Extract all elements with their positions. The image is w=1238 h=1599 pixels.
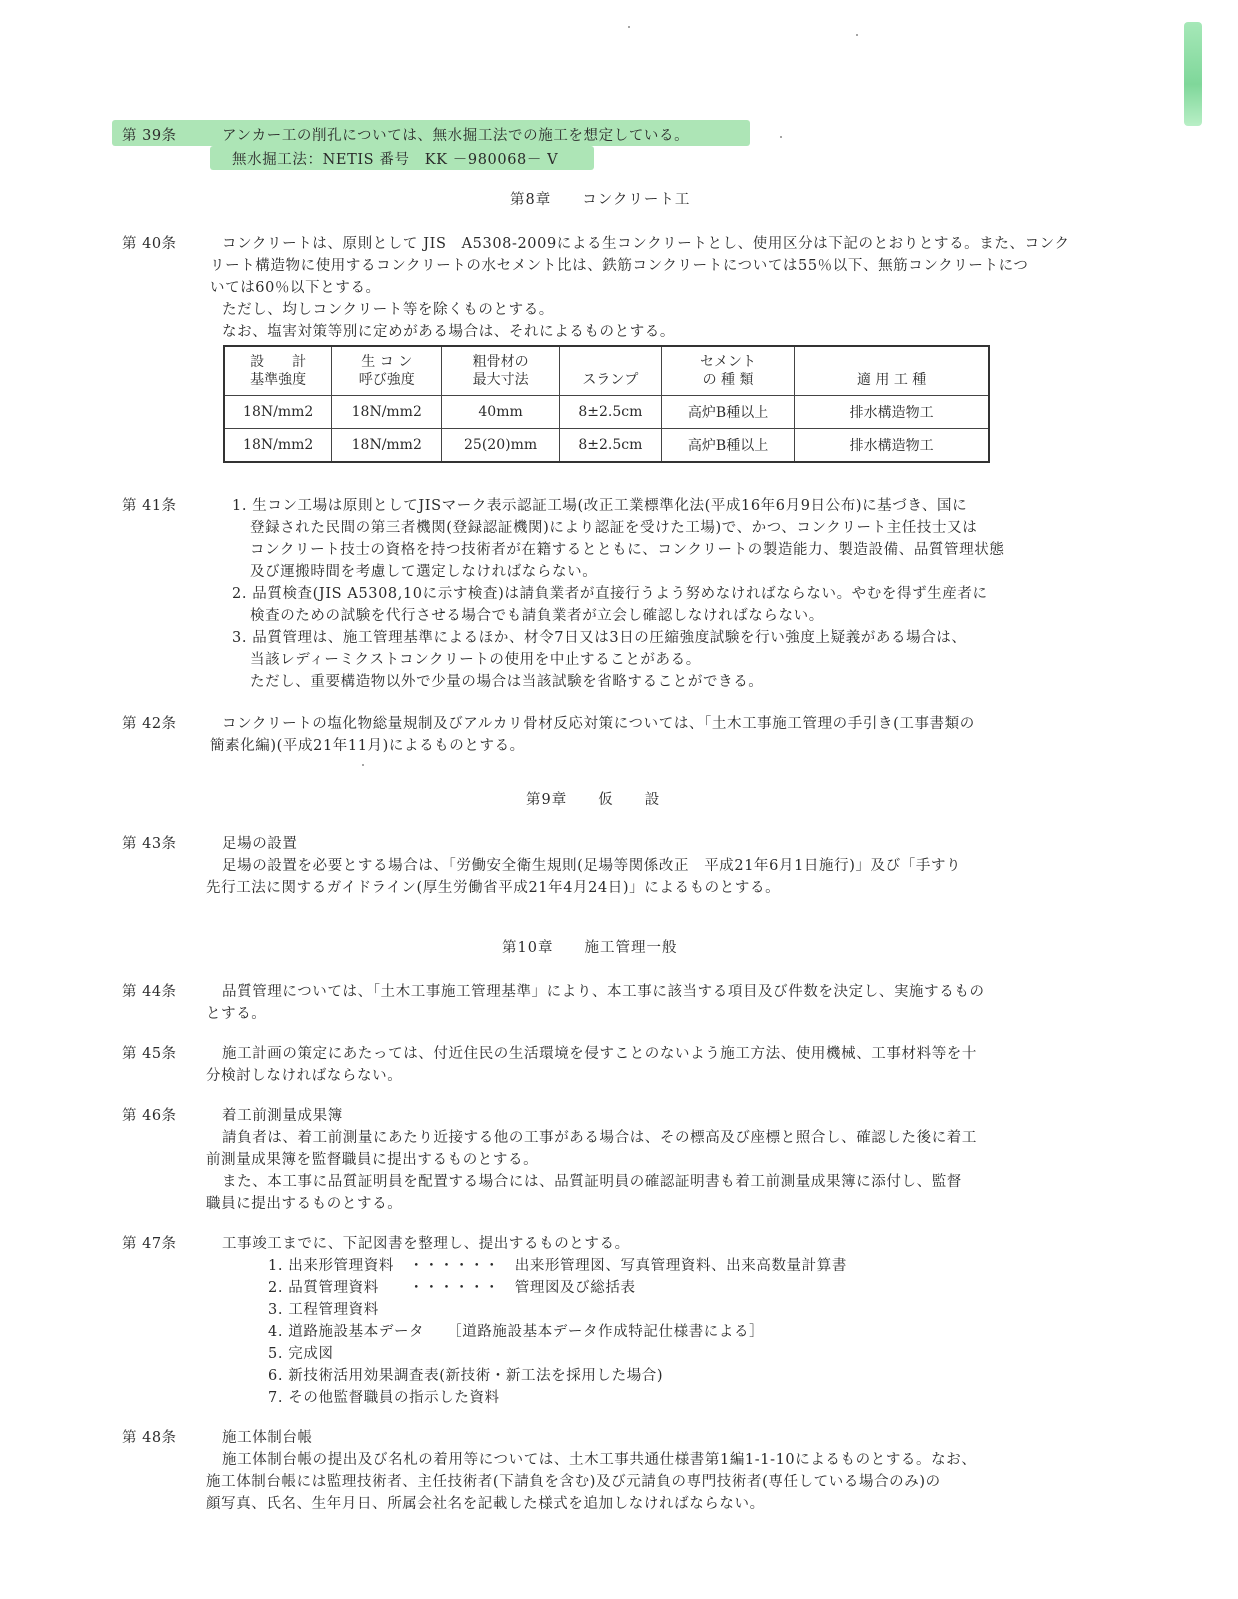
article-39-number: 第 39条 [122,128,177,144]
scan-speck [362,764,364,766]
highlighter-mark [1184,22,1202,126]
list-item: 3. 工程管理資料 [268,1302,379,1318]
table-header-cell: スランプ [559,346,661,396]
list-item: 6. 新技術活用効果調査表(新技術・新工法を採用した場合) [268,1368,664,1384]
article-44-number: 第 44条 [122,984,177,1000]
article-40-line: リート構造物に使用するコンクリートの水セメント比は、鉄筋コンクリートについては55％以下、無筋コンクリートにつ [210,258,1029,274]
table-cell: 8±2.5cm [559,429,661,463]
article-47-intro: 工事竣工までに、下記図書を整理し、提出するものとする。 [222,1236,630,1252]
table-cell: 8±2.5cm [559,396,661,429]
article-48-line: 施工体制台帳の提出及び名札の着用等については、土木工事共通仕様書第1編1-1-10によるものとする。なお、 [222,1452,977,1468]
article-41-line: 及び運搬時間を考慮して選定しなければならない。 [250,564,598,580]
article-40-number: 第 40条 [122,236,177,252]
article-48-number: 第 48条 [122,1430,177,1446]
article-47-number: 第 47条 [122,1236,177,1252]
table-header-cell: 設 計 基準強度 [224,346,332,396]
article-45-line: 分検討しなければならない。 [206,1068,403,1084]
table-cell: 25(20)mm [442,429,560,463]
table-cell: 排水構造物工 [795,396,989,429]
article-43-number: 第 43条 [122,836,177,852]
article-41-line: コンクリート技士の資格を持つ技術者が在籍するとともに、コンクリートの製造能力、製造設備、品質管理状態 [250,542,1005,558]
article-42-number: 第 42条 [122,716,177,732]
table-cell: 40mm [442,396,560,429]
article-46-line: 前測量成果簿を監督職員に提出するものとする。 [206,1152,539,1168]
article-43-line: 先行工法に関するガイドライン(厚生労働省平成21年4月24日)」によるものとする。 [206,880,781,896]
concrete-spec-table [223,345,990,463]
article-41-line: ただし、重要構造物以外で少量の場合は当該試験を省略することができる。 [250,674,764,690]
article-39-line: 無水掘工法：NETIS 番号 KK －980068－ V [232,152,559,168]
article-46-title: 着工前測量成果簿 [222,1108,343,1124]
article-41-line: 検査のための試験を代行させる場合でも請負業者が立会し確認しなければならない。 [250,608,824,624]
article-40-line: コンクリートは、原則として JIS A5308-2009による生コンクリートとし、使用区分は下記のとおりとする。また、コンク [222,236,1070,252]
table-cell: 高炉B種以上 [661,396,794,429]
article-40-line: ただし、均しコンクリート等を除くものとする。 [222,302,554,318]
table-header-row [224,346,989,396]
article-46-line: また、本工事に品質証明員を配置する場合には、品質証明員の確認証明書も着工前測量成果簿に添付し、監督 [222,1174,962,1190]
chapter-9-heading: 第9章 仮 設 [526,792,661,808]
article-42-line: 簡素化編)(平成21年11月)によるものとする。 [210,738,525,754]
list-item: 2. 品質管理資料 ・・・・・・ 管理図及び総括表 [268,1280,636,1296]
article-41-number: 第 41条 [122,498,177,514]
scan-speck [780,136,782,138]
chapter-8-heading: 第8章 コンクリート工 [510,192,691,208]
article-48-title: 施工体制台帳 [222,1430,313,1446]
scan-speck [856,34,858,36]
article-41-line: 登録された民間の第三者機関(登録認証機関)により認証を受けた工場)で、かつ、コンクリート主任技士又は [250,520,978,536]
table-cell: 高炉B種以上 [661,429,794,463]
article-41-line: 2. 品質検査(JIS A5308,10に示す検査)は請負業者が直接行うよう努めなければならない。やむを得ず生産者に [232,586,988,602]
article-45-number: 第 45条 [122,1046,177,1062]
article-45-line: 施工計画の策定にあたっては、付近住民の生活環境を侵すことのないよう施工方法、使用機械、工事材料等を十 [222,1046,977,1062]
table-cell: 排水構造物工 [795,429,989,463]
article-46-line: 職員に提出するものとする。 [206,1196,403,1212]
list-item: 7. その他監督職員の指示した資料 [268,1390,500,1406]
table-row [224,396,989,429]
chapter-10-heading: 第10章 施工管理一般 [502,940,678,956]
article-43-title: 足場の設置 [222,836,298,852]
article-44-line: 品質管理については、「土木工事施工管理基準」により、本工事に該当する項目及び件数を決定し、実施するもの [222,984,985,1000]
article-46-line: 請負者は、着工前測量にあたり近接する他の工事がある場合は、その標高及び座標と照合し、確認した後に着工 [222,1130,977,1146]
article-48-line: 顔写真、氏名、生年月日、所属会社名を記載した様式を追加しなければならない。 [206,1496,765,1512]
list-item: 5. 完成図 [268,1346,334,1362]
article-41-line: 3. 品質管理は、施工管理基準によるほか、材令7日又は3日の圧縮強度試験を行い強度上疑義がある場合は、 [232,630,967,646]
article-39-line: アンカー工の削孔については、無水掘工法での施工を想定している。 [222,128,690,144]
list-item: 1. 出来形管理資料 ・・・・・・ 出来形管理図、写真管理資料、出来高数量計算書 [268,1258,847,1274]
article-41-line: 1. 生コン工場は原則としてJISマーク表示認証工場(改正工業標準化法(平成16年6月9日公布)に基づき、国に [232,498,968,514]
table-header-cell: 適 用 工 種 [795,346,989,396]
table-cell: 18N/mm2 [332,429,442,463]
article-40-line: なお、塩害対策等別に定めがある場合は、それによるものとする。 [222,324,675,340]
table-cell: 18N/mm2 [224,396,332,429]
table-cell: 18N/mm2 [224,429,332,463]
table-header-cell: セメント の 種 類 [661,346,794,396]
table-row [224,429,989,463]
article-43-line: 足場の設置を必要とする場合は、「労働安全衛生規則(足場等関係改正 平成21年6月1日施行)」及び「手すり [222,858,962,874]
article-41-line: 当該レディーミクストコンクリートの使用を中止することがある。 [250,652,701,668]
article-44-line: とする。 [206,1006,267,1022]
article-42-line: コンクリートの塩化物総量規制及びアルカリ骨材反応対策については、「土木工事施工管理の手引き(工事書類の [222,716,975,732]
list-item: 4. 道路施設基本データ ［道路施設基本データ作成特記仕様書による］ [268,1324,765,1340]
table-header-cell: 生 コ ン 呼び強度 [332,346,442,396]
table-cell: 18N/mm2 [332,396,442,429]
scan-speck [628,26,630,28]
article-40-line: いては60％以下とする。 [210,280,381,296]
table-header-cell: 粗骨材の 最大寸法 [442,346,560,396]
article-46-number: 第 46条 [122,1108,177,1124]
article-48-line: 施工体制台帳には監理技術者、主任技術者(下請負を含む)及び元請負の専門技術者(専任している場合のみ)の [206,1474,941,1490]
